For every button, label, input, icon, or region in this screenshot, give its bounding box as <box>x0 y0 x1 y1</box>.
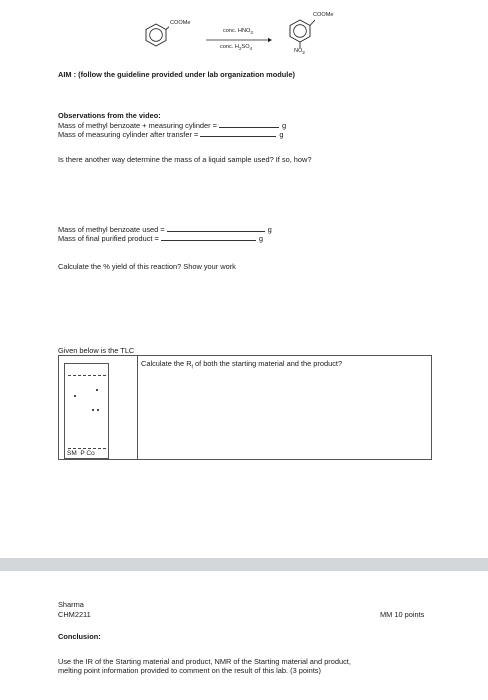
tlc-question-subscript: f <box>191 364 193 371</box>
product-nitro-subscript: 2 <box>302 50 305 56</box>
reaction-arrow <box>206 37 272 43</box>
tlc-question-post: of both the starting material and the product? <box>192 359 343 368</box>
product-benzene-ring <box>285 16 315 48</box>
reagent-sulfuric-acid <box>220 44 252 52</box>
tlc-table <box>58 355 432 460</box>
observation-line-1-label: Mass of methyl benzoate + measuring cylinder = <box>58 121 217 130</box>
product-nitro-text: NO <box>294 48 303 54</box>
reagent-bottom-text: conc. H <box>220 44 239 50</box>
tlc-spot-product <box>96 389 98 391</box>
reactant-benzene-ring <box>143 22 169 48</box>
reactant-ester-group: COOMe <box>170 20 191 26</box>
product-nitro-group <box>294 48 305 56</box>
tlc-baseline <box>68 448 106 449</box>
product-ester-group: COOMe <box>313 12 334 18</box>
tlc-plate <box>64 363 109 459</box>
reagent-bottom-subscript-2: 4 <box>249 46 253 52</box>
conclusion-text-line-2: melting point information provided to comment on the result of this lab. (3 points) <box>58 666 321 675</box>
tlc-title: Given below is the TLC <box>58 346 135 355</box>
conclusion-text-line-1: Use the IR of the Starting material and product, NMR of the Starting material and product, <box>58 657 351 666</box>
observation-line-2-blank[interactable] <box>200 129 276 137</box>
reagent-bottom-mid: SO <box>241 44 250 50</box>
tlc-table-divider <box>137 356 138 459</box>
reagent-top-text: conc. HNO <box>223 28 251 34</box>
page-break-band <box>0 558 488 571</box>
mass-line-2-label: Mass of final purified product = <box>58 234 159 243</box>
max-points: MM 10 points <box>380 610 425 619</box>
mass-line-2 <box>58 233 263 243</box>
observation-line-1-unit: g <box>282 121 287 130</box>
observations-heading: Observations from the video: <box>58 111 161 120</box>
liquid-mass-question: Is there another way determine the mass of a liquid sample used? If so, how? <box>58 155 312 164</box>
reagent-nitric-acid <box>223 28 253 36</box>
conclusion-heading: Conclusion: <box>58 632 101 641</box>
mass-line-1-unit: g <box>267 225 272 234</box>
observation-line-1-blank[interactable] <box>219 120 279 128</box>
mass-line-2-blank[interactable] <box>161 233 256 241</box>
tlc-spot-sm <box>74 395 76 397</box>
tlc-spot-co-2 <box>97 409 99 411</box>
tlc-spot-co-1 <box>92 409 94 411</box>
tlc-solvent-front <box>68 375 106 376</box>
mass-line-2-unit: g <box>258 234 264 243</box>
student-name: Sharma <box>58 600 84 609</box>
aim-text: AIM : (follow the guideline provided under lab organization module) <box>58 70 295 79</box>
observation-line-2-label: Mass of measuring cylinder after transfer = <box>58 130 199 139</box>
reagent-top-subscript: 3 <box>250 30 253 36</box>
tlc-question-pre: Calculate the R <box>141 359 192 368</box>
tlc-lane-labels: SM P Co <box>67 450 95 457</box>
observation-line-2-unit: g <box>279 130 284 139</box>
tlc-rf-question <box>141 359 342 372</box>
mass-line-1-label: Mass of methyl benzoate used = <box>58 225 165 234</box>
observation-line-2 <box>58 129 283 139</box>
mass-line-1-blank[interactable] <box>167 224 265 232</box>
yield-question: Calculate the % yield of this reaction? Show your work <box>58 262 236 271</box>
reagent-bottom-subscript-1: 2 <box>238 46 242 52</box>
course-code: CHM2211 <box>58 610 91 619</box>
